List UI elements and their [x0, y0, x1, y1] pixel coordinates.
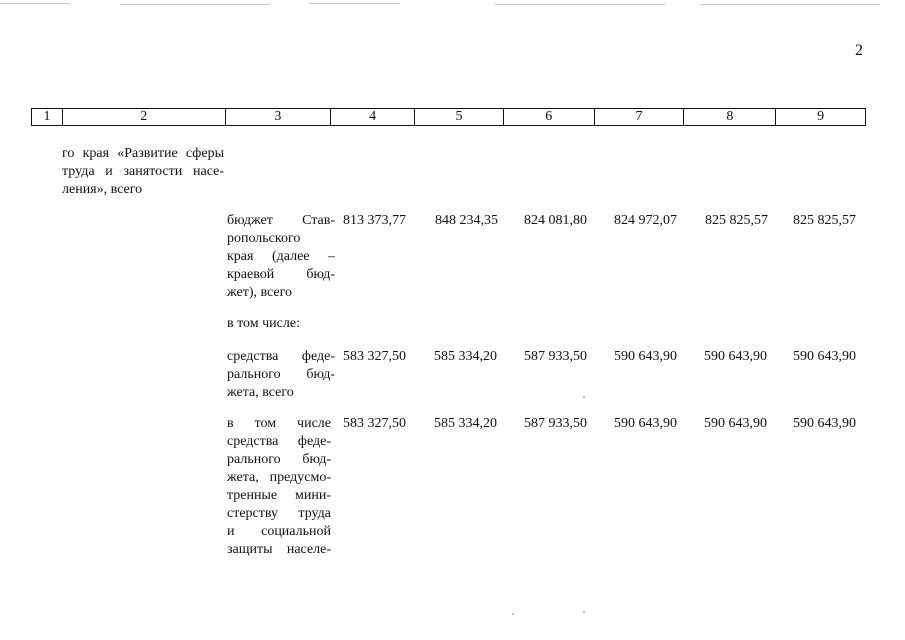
- value-cell: 590 643,90: [704, 349, 767, 364]
- value-cell: 583 327,50: [343, 416, 406, 431]
- table-header-cell: 6: [504, 109, 595, 125]
- scan-artifact: [120, 4, 270, 5]
- row-label-line: и социальной: [227, 524, 331, 539]
- program-name-line: го края «Развитие сферы: [62, 146, 224, 161]
- row-label-regional-budget: [227, 212, 335, 302]
- row-label-line: в том числе:: [227, 316, 300, 331]
- value-cell: 587 933,50: [524, 416, 587, 431]
- row-label-line: средства феде-: [227, 349, 335, 364]
- table-header-cell: 8: [684, 109, 776, 125]
- table-header-cell: 3: [226, 109, 332, 125]
- table-header-cell: 1: [32, 109, 63, 125]
- value-cell: 590 643,90: [793, 349, 856, 364]
- value-cell: 590 643,90: [614, 416, 677, 431]
- table-header-cell: 9: [817, 109, 825, 124]
- row-label-line: жета, всего: [227, 385, 294, 400]
- table-header-cell: 7: [595, 109, 685, 125]
- program-name-line: ления», всего: [62, 182, 143, 197]
- scan-speck: [512, 613, 514, 615]
- scan-artifact: [495, 4, 665, 5]
- row-label-line: жет), всего: [227, 285, 293, 300]
- row-label-line: края (далее –: [227, 249, 335, 264]
- row-label-ministry-funds: [227, 415, 331, 559]
- row-label-line: краевой бюд-: [227, 267, 335, 282]
- table-header-cell: 4: [331, 109, 415, 125]
- value-cell: 587 933,50: [524, 349, 587, 364]
- row-label-line: ропольского: [227, 231, 301, 246]
- page-number: 2: [855, 42, 863, 59]
- row-label-line: рального бюд-: [227, 367, 335, 382]
- table-header-cell: 5: [415, 109, 504, 125]
- row-label-federal-funds: [227, 348, 335, 402]
- row-label-line: в том числе: [227, 416, 331, 431]
- value-cell: 585 334,20: [434, 416, 497, 431]
- row-label-line: рального бюд-: [227, 452, 331, 467]
- value-cell: 585 334,20: [434, 349, 497, 364]
- scan-artifact: [310, 3, 400, 4]
- scan-speck: [583, 611, 585, 613]
- value-cell: 824 972,07: [614, 213, 677, 228]
- value-cell: 848 234,35: [435, 213, 498, 228]
- scan-artifact: [700, 4, 880, 5]
- table-header-row: [31, 108, 866, 126]
- value-cell: 825 825,57: [705, 213, 768, 228]
- row-label-line: стерству труда: [227, 506, 331, 521]
- program-name: [62, 145, 224, 199]
- value-cell: 813 373,77: [343, 213, 406, 228]
- value-cell: 824 081,80: [524, 213, 587, 228]
- row-label-line: бюджет Став-: [227, 213, 335, 228]
- value-cell: 590 643,90: [704, 416, 767, 431]
- value-cell: 590 643,90: [793, 416, 856, 431]
- row-label-line: тренные мини-: [227, 488, 331, 503]
- scan-speck: [583, 396, 585, 398]
- value-cell: 583 327,50: [343, 349, 406, 364]
- scan-artifact: [0, 3, 70, 4]
- table-header-cell: 2: [63, 109, 226, 125]
- row-label-line: защиты населе-: [227, 542, 331, 557]
- value-cell: 590 643,90: [614, 349, 677, 364]
- program-name-line: труда и занятости насе-: [62, 164, 224, 179]
- row-label-line: средства феде-: [227, 434, 331, 449]
- row-label-line: жета, предусмо-: [227, 470, 331, 485]
- value-cell: 825 825,57: [793, 213, 856, 228]
- row-label-including: [227, 315, 335, 333]
